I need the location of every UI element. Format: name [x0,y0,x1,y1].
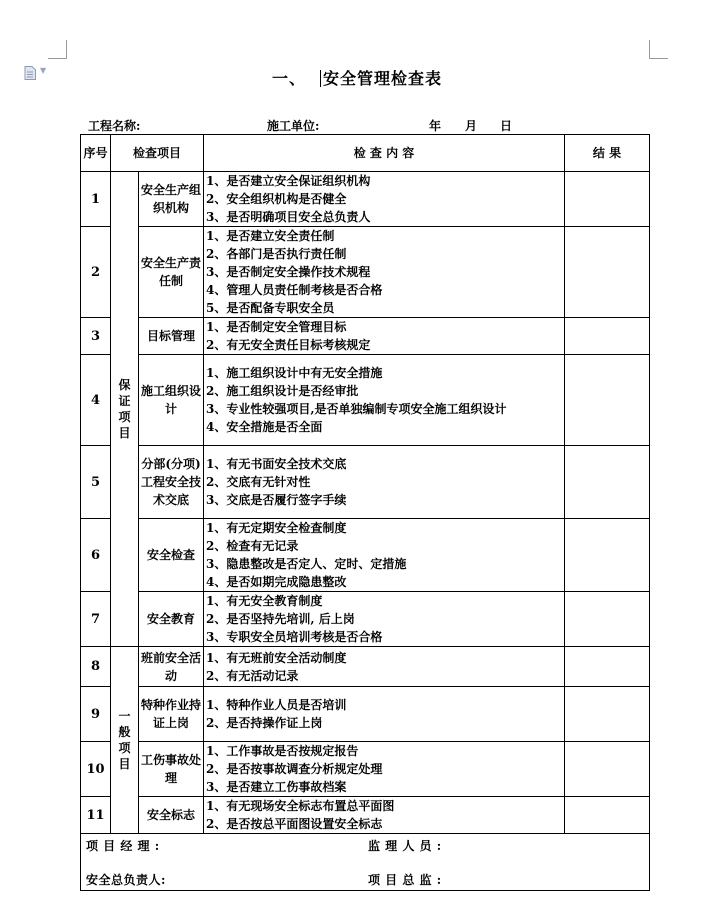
table-row [81,687,650,742]
row-result[interactable] [565,355,650,446]
row-no: 4 [81,355,111,446]
row-content: 1、施工组织设计中有无安全措施 2、施工组织设计是否经审批 3、专业性较强项目,是否单独编制专项安全施工组织设计 4、安全措施是否全面 [204,355,565,446]
row-item: 安全生产责任制 [139,227,204,318]
category-guarantee: 保证项目 [111,172,139,647]
row-result[interactable] [565,742,650,797]
row-no: 8 [81,647,111,687]
table-row [81,797,650,834]
row-content: 1、特种作业人员是否培训 2、是否持操作证上岗 [204,687,565,742]
safety-check-table [80,134,650,891]
table-row [81,647,650,687]
table-row [81,355,650,446]
table-row [81,172,650,227]
row-result[interactable] [565,687,650,742]
row-no: 6 [81,519,111,592]
table-row [81,742,650,797]
row-content: 1、有无班前安全活动制度 2、有无活动记录 [204,647,565,687]
row-no: 3 [81,318,111,355]
day-label: 日 [500,119,513,133]
row-content: 1、是否建立安全责任制 2、各部门是否执行责任制 3、是否制定安全操作技术规程 4、管理人员责任制考核是否合格 5、是否配备专职安全员 [204,227,565,318]
row-item: 安全标志 [139,797,204,834]
project-name-label: 工程名称: [88,119,141,133]
table-row [81,446,650,519]
signature-row [81,834,650,891]
title-text: 安全管理检查表 [323,69,443,88]
row-result[interactable] [565,519,650,592]
table-header-row [81,135,650,172]
row-result[interactable] [565,647,650,687]
table-row [81,592,650,647]
row-content: 1、有无定期安全检查制度 2、检查有无记录 3、隐患整改是否定人、定时、定措施 4、是否如期完成隐患整改 [204,519,565,592]
row-item: 安全生产组织机构 [139,172,204,227]
row-no: 1 [81,172,111,227]
page-corner-mark-top-left [48,40,67,59]
row-content: 1、有无安全教育制度 2、是否坚持先培训, 后上岗 3、专职安全员培训考核是否合格 [204,592,565,647]
row-no: 9 [81,687,111,742]
row-result[interactable] [565,318,650,355]
safety-head-label: 安全总负责人: [86,873,166,887]
row-item: 目标管理 [139,318,204,355]
row-no: 2 [81,227,111,318]
header-item: 检查项目 [111,135,204,172]
supervisor-label: 监 理 人 员 : [368,839,442,853]
row-content: 1、工作事故是否按规定报告 2、是否按事故调查分析规定处理 3、是否建立工伤事故档案 [204,742,565,797]
header-result: 结 果 [565,135,650,172]
row-result[interactable] [565,446,650,519]
row-item: 安全教育 [139,592,204,647]
table-row [81,318,650,355]
row-content: 1、有无现场安全标志布置总平面图 2、是否按总平面图设置安全标志 [204,797,565,834]
row-item: 施工组织设计 [139,355,204,446]
header-no: 序号 [81,135,111,172]
row-content: 1、是否制定安全管理目标 2、有无安全责任目标考核规定 [204,318,565,355]
row-content: 1、是否建立安全保证组织机构 2、安全组织机构是否健全 3、是否明确项目安全总负责人 [204,172,565,227]
row-item: 特种作业持证上岗 [139,687,204,742]
row-item: 安全检查 [139,519,204,592]
page-title [0,66,714,89]
header-content: 检 查 内 容 [204,135,565,172]
table-row [81,227,650,318]
project-manager-label: 项 目 经 理 : [86,839,160,853]
form-header [88,117,648,133]
month-label: 月 [465,119,478,133]
page-corner-mark-top-right [649,40,668,59]
row-item: 班前安全活动 [139,647,204,687]
year-label: 年 [429,119,442,133]
row-no: 7 [81,592,111,647]
row-result[interactable] [565,797,650,834]
chevron-down-icon[interactable]: ▼ [40,66,47,75]
table-row [81,519,650,592]
row-content: 1、有无书面安全技术交底 2、交底有无针对性 3、交底是否履行签字手续 [204,446,565,519]
construction-unit-label: 施工单位: [267,119,320,133]
row-no: 5 [81,446,111,519]
row-result[interactable] [565,227,650,318]
row-result[interactable] [565,592,650,647]
row-no: 10 [81,742,111,797]
row-item: 工伤事故处理 [139,742,204,797]
text-cursor [320,70,321,87]
row-item: 分部(分项)工程安全技术交底 [139,446,204,519]
row-result[interactable] [565,172,650,227]
title-number: 一、 [271,69,306,88]
row-no: 11 [81,797,111,834]
chief-supervisor-label: 项 目 总 监 : [368,873,442,887]
category-general: 一般项目 [111,647,139,834]
signature-area [81,834,649,890]
